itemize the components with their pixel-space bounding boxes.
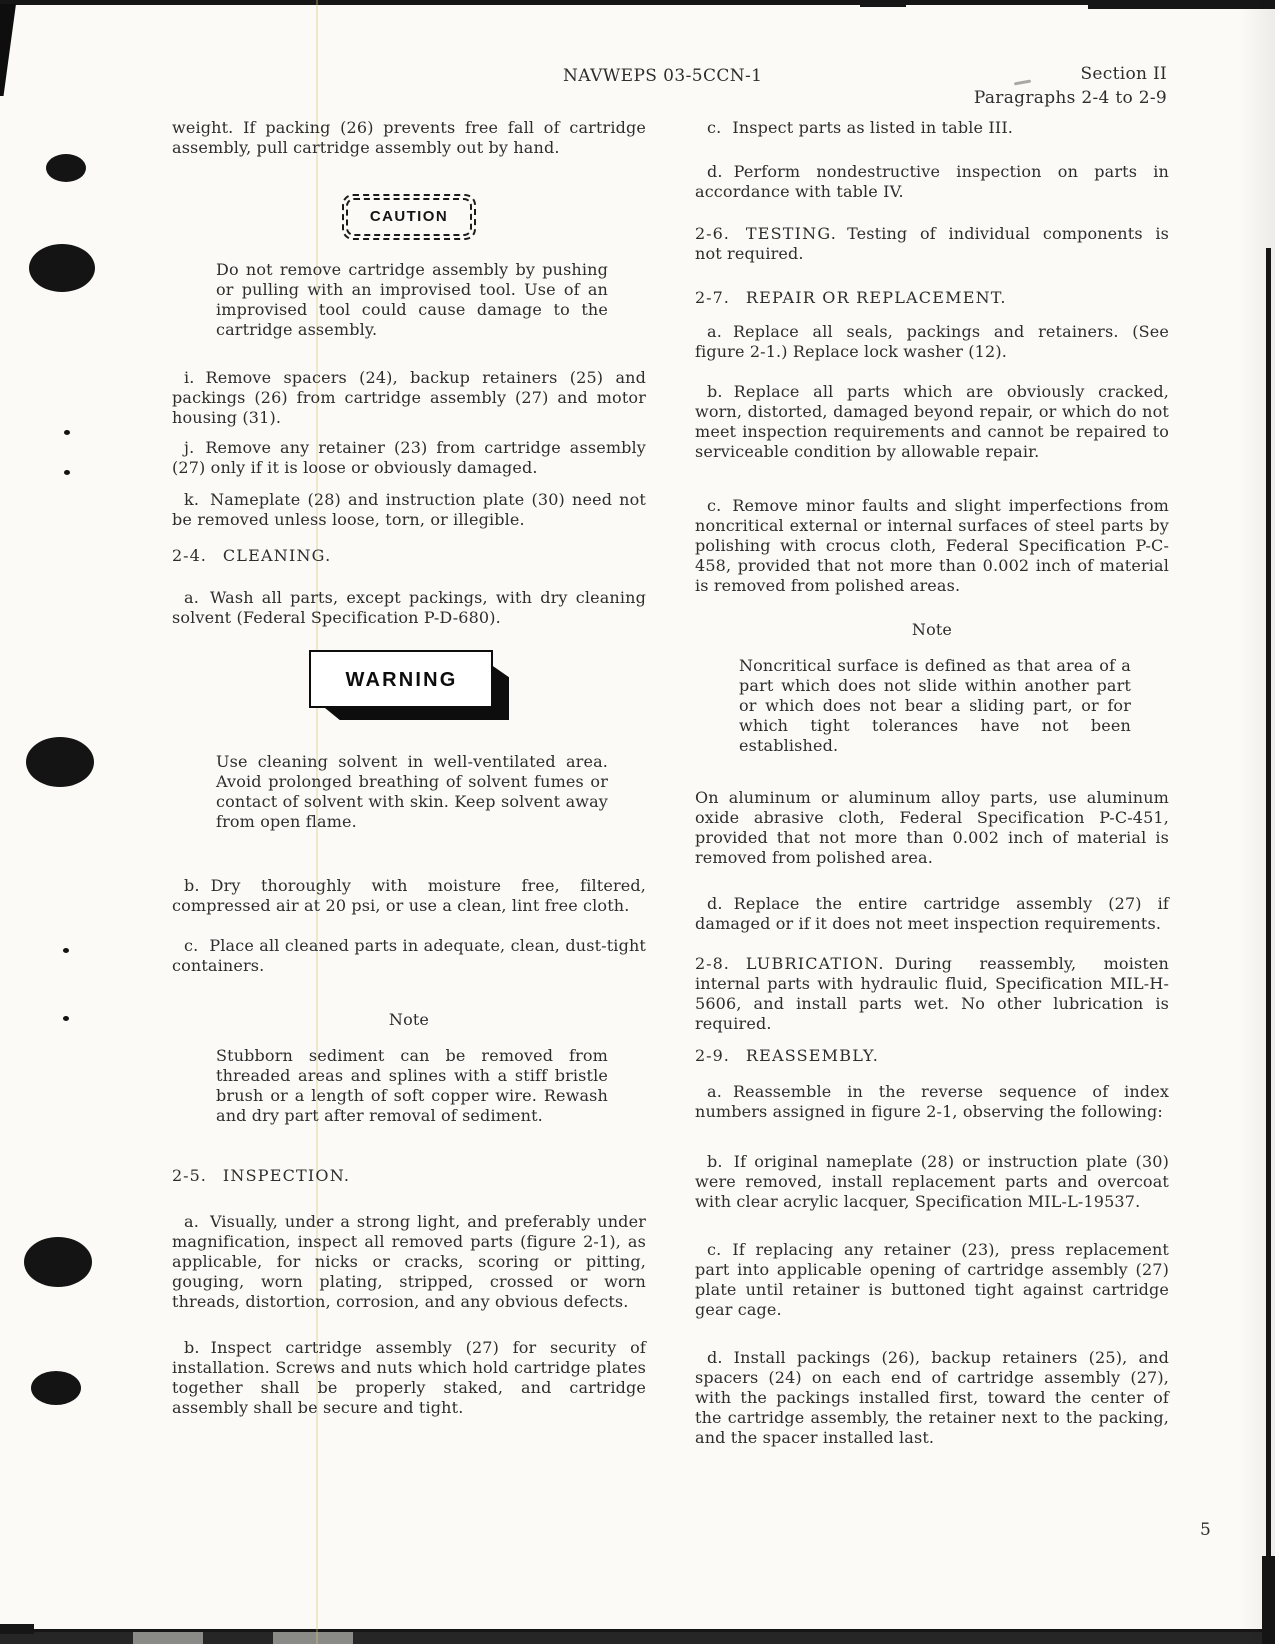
scan-edge-bottom-lite-1 xyxy=(133,1632,203,1644)
item-text: Replace the entire cartridge assembly (27) if damaged or if it does not meet inspection requirements. xyxy=(695,894,1169,933)
section-number: 2-4. xyxy=(172,546,207,565)
section-text: Testing of individual components is not required. xyxy=(695,224,1169,263)
binder-hole xyxy=(29,244,95,292)
section-heading-2-4 xyxy=(172,546,646,566)
item-label: i. xyxy=(184,368,195,387)
item-label: d. xyxy=(707,162,723,181)
item-text: Reassemble in the reverse sequence of index numbers assigned in figure 2-1, observing the following: xyxy=(695,1082,1169,1121)
document-number: NAVWEPS 03-5CCN-1 xyxy=(563,66,763,86)
section-number: 2-8. xyxy=(695,954,730,973)
item-text: If original nameplate (28) or instruction plate (30) were removed, install replacement parts and overcoat with clear acrylic lacquer, Specification MIL-L-19537. xyxy=(695,1152,1169,1211)
header-right xyxy=(974,62,1167,110)
paragraph-intro: weight. If packing (26) prevents free fall of cartridge assembly, pull cartridge assembly out by hand. xyxy=(172,118,646,157)
item-label: b. xyxy=(707,1152,723,1171)
item-label: j. xyxy=(184,438,195,457)
item-label: d. xyxy=(707,894,723,913)
binder-speck xyxy=(63,948,69,953)
note-text: Stubborn sediment can be removed from threaded areas and splines with a stiff bristle brush or a length of soft copper wire. Rewash and dry part after removal of sediment. xyxy=(216,1046,608,1125)
item-text: Visually, under a strong light, and preferably under magnification, inspect all removed parts (figure 2-1), as applicable, for nicks or cracks, scoring or pitting, gouging, worn plating, stripped, crossed or worn threads, distortion, corrosion, and any obvious defects. xyxy=(172,1212,646,1311)
binder-speck xyxy=(63,1016,69,1021)
binder-hole xyxy=(26,737,94,787)
scan-corner-wedge xyxy=(0,4,16,96)
item-text: Place all cleaned parts in adequate, clean, dust-tight containers. xyxy=(172,936,646,975)
binder-hole xyxy=(24,1237,92,1287)
section-label: Section II xyxy=(1080,64,1167,84)
section-heading-2-5 xyxy=(172,1166,646,1186)
item-cleaning-c xyxy=(172,936,646,976)
paragraph-aluminum: On aluminum or aluminum alloy parts, use aluminum oxide abrasive cloth, Federal Specification P-C-451, provided that not more than 0.002 inch of material is removed from polished area. xyxy=(695,788,1169,867)
section-number: 2-9. xyxy=(695,1046,730,1065)
binder-hole xyxy=(46,154,86,182)
item-repair-c xyxy=(695,496,1169,596)
item-text: Replace all parts which are obviously cracked, worn, distorted, damaged beyond repair, or which do not meet inspection requirements and cannot be repaired to serviceable condition by allowable repair. xyxy=(695,382,1169,461)
section-number: 2-7. xyxy=(695,288,730,307)
item-repair-d xyxy=(695,894,1169,934)
item-text: If replacing any retainer (23), press replacement part into applicable opening of cartridge assembly (27) plate until retainer is buttoned tight against cartridge gear cage. xyxy=(695,1240,1169,1319)
binder-hole xyxy=(31,1371,81,1405)
section-number: 2-5. xyxy=(172,1166,207,1185)
scan-corner-bottom-left xyxy=(0,1624,34,1634)
note-text: Noncritical surface is defined as that area of a part which does not slide within another part or which does not bear a sliding part, or for which tight tolerances have not been established. xyxy=(739,656,1131,755)
item-label: c. xyxy=(184,936,199,955)
caution-text: Do not remove cartridge assembly by pushing or pulling with an improvised tool. Use of an improvised tool could cause damage to the cartridge assembly. xyxy=(216,260,608,339)
section-heading-2-7 xyxy=(695,288,1169,308)
section-title: REASSEMBLY. xyxy=(745,1046,879,1065)
item-reassembly-d xyxy=(695,1348,1169,1448)
item-text: Nameplate (28) and instruction plate (30) need not be removed unless loose, torn, or illegible. xyxy=(172,490,646,529)
scan-edge-top xyxy=(0,0,1275,5)
item-reassembly-c xyxy=(695,1240,1169,1320)
section-title: CLEANING. xyxy=(222,546,332,565)
item-inspection-a xyxy=(172,1212,646,1312)
item-text: Replace all seals, packings and retainers. (See figure 2-1.) Replace lock washer (12). xyxy=(695,322,1169,361)
item-cleaning-b xyxy=(172,876,646,916)
item-j xyxy=(172,438,646,478)
item-label: k. xyxy=(184,490,200,509)
item-inspection-c xyxy=(695,118,1169,138)
item-i xyxy=(172,368,646,428)
section-text: During reassembly, moisten internal parts with hydraulic fluid, Specification MIL-H-5606, and install parts wet. No other lubrication is required. xyxy=(695,954,1169,1033)
item-label: c. xyxy=(707,496,722,515)
warning-stamp xyxy=(309,650,509,720)
page-number: 5 xyxy=(1200,1520,1211,1540)
caution-stamp xyxy=(342,194,476,240)
item-cleaning-a xyxy=(172,588,646,628)
item-label: c. xyxy=(707,1240,722,1259)
note-heading: Note xyxy=(911,620,953,639)
item-inspection-d xyxy=(695,162,1169,202)
section-title: TESTING. xyxy=(745,224,838,243)
paragraph-range: Paragraphs 2-4 to 2-9 xyxy=(973,88,1167,108)
item-label: b. xyxy=(707,382,723,401)
note-heading: Note xyxy=(388,1010,430,1029)
item-label: a. xyxy=(707,1082,722,1101)
item-inspection-b xyxy=(172,1338,646,1418)
item-text: Install packings (26), backup retainers (25), and spacers (24) on each end of cartridge assembly (27), with the packings installed first, toward the center of the cartridge assembly, the retainer next to the packing, and the spacer installed last. xyxy=(695,1348,1169,1447)
item-text: Perform nondestructive inspection on parts in accordance with table IV. xyxy=(695,162,1169,201)
section-title: REPAIR OR REPLACEMENT. xyxy=(745,288,1007,307)
section-2-8-lubrication xyxy=(695,954,1169,1034)
item-repair-a xyxy=(695,322,1169,362)
right-column xyxy=(695,118,1169,1448)
item-reassembly-a xyxy=(695,1082,1169,1122)
item-text: Remove any retainer (23) from cartridge assembly (27) only if it is loose or obviously damaged. xyxy=(172,438,646,477)
item-text: Wash all parts, except packings, with dry cleaning solvent (Federal Specification P-D-680). xyxy=(172,588,646,627)
item-text: Dry thoroughly with moisture free, filtered, compressed air at 20 psi, or use a clean, lint free cloth. xyxy=(172,876,646,915)
item-text: Inspect parts as listed in table III. xyxy=(732,118,1014,137)
page-edge-shading xyxy=(1241,0,1275,1644)
scan-edge-top-mid xyxy=(860,0,906,7)
section-title: LUBRICATION. xyxy=(745,954,885,973)
item-label: d. xyxy=(707,1348,723,1367)
left-column xyxy=(172,118,646,1418)
item-label: b. xyxy=(184,1338,200,1357)
item-text: Remove spacers (24), backup retainers (25) and packings (26) from cartridge assembly (27) and motor housing (31). xyxy=(172,368,646,427)
section-title: INSPECTION. xyxy=(222,1166,351,1185)
caution-label: CAUTION xyxy=(369,208,449,225)
item-label: a. xyxy=(184,588,199,607)
warning-label: WARNING xyxy=(345,668,458,691)
item-repair-b xyxy=(695,382,1169,462)
section-2-6-testing xyxy=(695,224,1169,264)
item-label: b. xyxy=(184,876,200,895)
item-text: Remove minor faults and slight imperfections from noncritical external or internal surfaces of steel parts by polishing with crocus cloth, Federal Specification P-C-458, provided that not more than 0.002 inch of material is removed from polished areas. xyxy=(695,496,1169,595)
binder-speck xyxy=(64,430,70,435)
section-number: 2-6. xyxy=(695,224,730,243)
scan-edge-bottom-lite-2 xyxy=(273,1632,353,1644)
item-k xyxy=(172,490,646,530)
section-heading-2-9 xyxy=(695,1046,1169,1066)
item-reassembly-b xyxy=(695,1152,1169,1212)
binder-speck xyxy=(64,470,70,475)
item-label: a. xyxy=(707,322,722,341)
item-text: Inspect cartridge assembly (27) for security of installation. Screws and nuts which hold cartridge plates together shall be properly staked, and cartridge assembly shall be secure and tight. xyxy=(172,1338,646,1417)
warning-text: Use cleaning solvent in well-ventilated area. Avoid prolonged breathing of solvent fumes or contact of solvent with skin. Keep solvent away from open flame. xyxy=(216,752,608,831)
item-label: c. xyxy=(707,118,722,137)
item-label: a. xyxy=(184,1212,199,1231)
